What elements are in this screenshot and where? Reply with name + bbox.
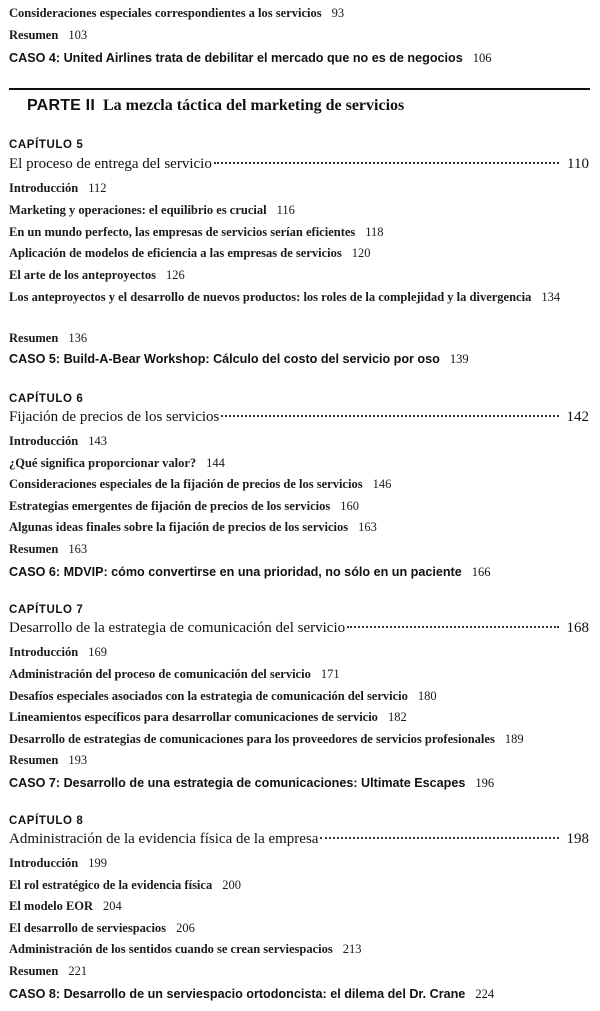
toc-entry [9,6,344,21]
dot-leader [320,837,558,839]
toc-entry [9,732,524,747]
entry-text: Administración del proceso de comunicación del servicio [9,667,311,681]
entry-text: Algunas ideas finales sobre la fijación de precios de los servicios [9,520,349,534]
case-text: CASO 8: Desarrollo de un serviespacio ortodoncista: el dilema del Dr. Crane [9,987,466,1001]
entry-page: 169 [88,645,107,659]
chapter-page: 198 [566,831,589,847]
entry-text: El modelo EOR [9,899,94,913]
toc-entry [9,288,569,307]
entry-page: 112 [88,181,107,195]
toc-entry [9,921,195,936]
toc-entry [9,942,362,957]
toc-entry [9,477,391,492]
chapter-label: CAPÍTULO 5 [9,139,84,151]
entry-text: El desarrollo de serviespacios [9,921,167,935]
entry-text: El rol estratégico de la evidencia física [9,878,213,892]
toc-entry [9,856,107,871]
toc-entry [9,246,370,261]
entry-text: ¿Qué significa proporcionar valor? [9,456,197,470]
entry-text: Introducción [9,181,79,195]
chapter-title-row [9,831,589,848]
toc-entry [9,456,225,471]
entry-page: 180 [417,689,437,703]
case-page: 166 [471,565,491,579]
entry-text: Desarrollo de estrategias de comunicaciones para los proveedores de servicios profesionales [9,732,495,746]
entry-page: 126 [165,268,185,282]
toc-entry [9,268,185,283]
part-rule [9,88,590,90]
toc-entry [9,689,437,704]
entry-page: 163 [68,542,88,556]
entry-text: Resumen [9,331,59,345]
case-page: 106 [472,51,492,65]
case-page: 224 [475,987,495,1001]
entry-text: Introducción [9,434,79,448]
case-text: CASO 5: Build-A-Bear Workshop: Cálculo del costo del servicio por oso [9,352,440,366]
toc-entry [9,878,241,893]
entry-text: Introducción [9,856,79,870]
toc-entry [9,203,295,218]
chapter-title: Fijación de precios de los servicios [9,409,220,425]
entry-page: 200 [222,878,241,892]
entry-text: Administración de los sentidos cuando se crean serviespacios [9,942,333,956]
toc-entry [9,28,87,43]
case-text: CASO 7: Desarrollo de una estrategia de comunicaciones: Ultimate Escapes [9,776,466,790]
toc-entry [9,225,384,240]
toc-entry [9,964,87,979]
dot-leader [347,626,558,628]
entry-page: 136 [68,331,88,345]
entry-text: El arte de los anteproyectos [9,268,156,282]
entry-text: Resumen [9,28,59,42]
entry-text: Marketing y operaciones: el equilibrio es crucial [9,203,267,217]
dot-leader [214,162,559,164]
entry-page: 213 [342,942,362,956]
entry-text: Introducción [9,645,79,659]
case-text: CASO 6: MDVIP: cómo convertirse en una prioridad, no sólo en un paciente [9,565,462,579]
entry-page: 116 [276,203,295,217]
toc-entry [9,899,122,914]
chapter-title-row [9,409,589,426]
toc-entry [9,499,359,514]
toc-entry [9,542,87,557]
case-text: CASO 4: United Airlines trata de debilitar el mercado que no es de negocios [9,51,463,65]
entry-page: 120 [351,246,371,260]
entry-text: Resumen [9,542,59,556]
entry-page: 199 [88,856,107,870]
entry-page: 163 [358,520,377,534]
entry-text: Resumen [9,964,59,978]
chapter-label: CAPÍTULO 7 [9,604,84,616]
entry-page: 204 [103,899,122,913]
entry-text: Consideraciones especiales de la fijación de precios de los servicios [9,477,363,491]
entry-page: 160 [340,499,359,513]
entry-text: Lineamientos específicos para desarrollar comunicaciones de servicio [9,710,378,724]
chapter-title-row [9,620,589,637]
part-label: PARTE II [27,97,95,114]
chapter-title: El proceso de entrega del servicio [9,156,212,172]
part-title: La mezcla táctica del marketing de servicios [102,97,405,114]
entry-page: 118 [365,225,384,239]
entry-text: Los anteproyectos y el desarrollo de nuevos productos: los roles de la complejidad y la divergencia [9,290,532,304]
toc-entry [9,331,87,346]
toc-entry [9,181,107,196]
part-heading [27,97,404,115]
entry-page: 182 [387,710,407,724]
case-page: 196 [475,776,495,790]
entry-page: 134 [541,290,561,304]
entry-page: 171 [320,667,340,681]
toc-case [9,776,494,791]
chapter-page: 110 [567,156,589,172]
entry-page: 103 [68,28,88,42]
chapter-title: Desarrollo de la estrategia de comunicación del servicio [9,620,346,636]
toc-case [9,987,494,1002]
case-page: 139 [449,352,469,366]
chapter-title-row [9,156,589,173]
entry-text: Estrategias emergentes de fijación de precios de los servicios [9,499,331,513]
entry-page: 143 [88,434,107,448]
entry-page: 93 [331,6,345,20]
toc-case [9,565,491,580]
chapter-label: CAPÍTULO 6 [9,393,84,405]
toc-entry [9,667,340,682]
chapter-label: CAPÍTULO 8 [9,815,84,827]
entry-page: 193 [68,753,88,767]
entry-page: 206 [176,921,195,935]
toc-case [9,352,469,367]
chapter-page: 168 [566,620,589,636]
toc-entry [9,753,87,768]
toc-case [9,51,491,66]
entry-text: En un mundo perfecto, las empresas de servicios serían eficientes [9,225,356,239]
toc-entry [9,434,107,449]
dot-leader [221,415,558,417]
toc-entry [9,710,407,725]
toc-entry [9,645,107,660]
entry-text: Consideraciones especiales correspondientes a los servicios [9,6,322,20]
entry-page: 189 [504,732,524,746]
entry-text: Desafíos especiales asociados con la estrategia de comunicación del servicio [9,689,408,703]
chapter-title: Administración de la evidencia física de la empresa [9,831,319,847]
toc-entry [9,520,377,535]
entry-page: 146 [372,477,392,491]
entry-page: 144 [206,456,225,470]
chapter-page: 142 [566,409,589,425]
entry-page: 221 [68,964,88,978]
entry-text: Aplicación de modelos de eficiencia a las empresas de servicios [9,246,342,260]
entry-text: Resumen [9,753,59,767]
